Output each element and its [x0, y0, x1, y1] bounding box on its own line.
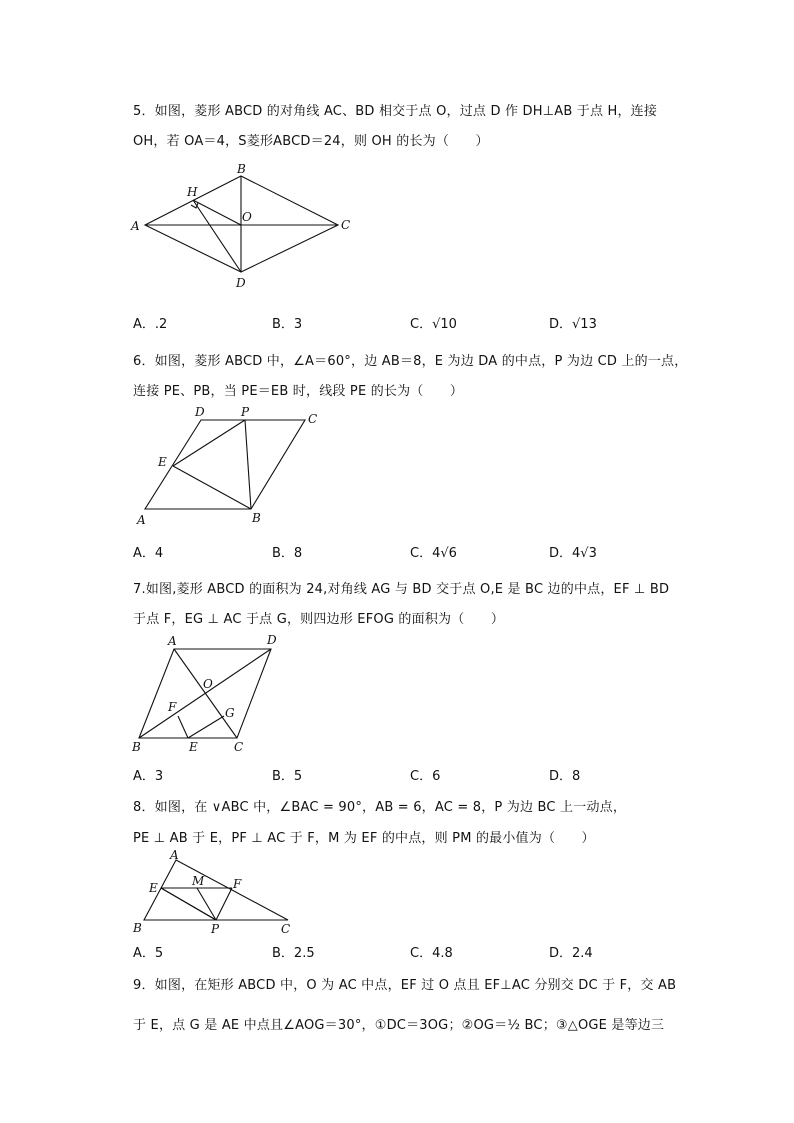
q8-line1: 8．如图，在 ∨ABC 中，∠BAC = 90°，AB = 6，AC = 8，P 为边 BC 上一动点， [133, 800, 627, 815]
q5-label-D: D [236, 276, 246, 290]
q6-label-P: P [241, 405, 250, 419]
q5-line1: 5．如图，菱形 ABCD 的对角线 AC、BD 相交于点 O，过点 D 作 DH⊥AB 于点 H，连接 [133, 104, 658, 119]
q7-label-B: B [132, 740, 141, 754]
q7-label-O: O [203, 677, 213, 691]
q6-line2: 连接 PE、PB，当 PE＝EB 时，线段 PE 的长为（ ） [133, 384, 464, 399]
q7-label-G: G [225, 706, 235, 720]
q7-option-c: C．6 [410, 769, 441, 784]
q8-figure [128, 848, 298, 938]
q8-label-A: A [170, 848, 179, 862]
q7-option-d: D．8 [549, 769, 581, 784]
q5-label-H: H [187, 185, 198, 199]
q6-option-a: A．4 [133, 546, 164, 561]
q8-label-F: F [233, 877, 242, 891]
q7-label-A: A [168, 634, 177, 648]
q7-line1: 7.如图,菱形 ABCD 的面积为 24,对角线 AG 与 BD 交于点 O,E 是 BC 边的中点，EF ⊥ BD [133, 582, 670, 597]
q7-label-F: F [168, 700, 177, 714]
q5-label-O: O [242, 210, 252, 224]
q5-figure [125, 160, 360, 295]
q6-label-E: E [158, 455, 167, 469]
q6-label-A: A [137, 513, 146, 527]
q6-option-d: D．4√3 [549, 546, 597, 561]
q5-label-B: B [237, 162, 246, 176]
q5-option-d: D．√13 [549, 317, 597, 332]
q6-figure [130, 404, 330, 529]
q7-figure [128, 632, 283, 757]
q8-line2: PE ⊥ AB 于 E，PF ⊥ AC 于 F，M 为 EF 的中点，则 PM 的最小值为（ ） [133, 831, 595, 846]
q9-line1: 9．如图，在矩形 ABCD 中，O 为 AC 中点，EF 过 O 点且 EF⊥AC 分别交 DC 于 F，交 AB [133, 978, 677, 993]
q5-label-C: C [341, 218, 351, 232]
q6-line1: 6．如图，菱形 ABCD 中，∠A＝60°，边 AB＝8，E 为边 DA 的中点，P 为边 CD 上的一点， [133, 354, 688, 369]
q7-label-E: E [189, 740, 198, 754]
q7-line2: 于点 F，EG ⊥ AC 于点 G，则四边形 EFOG 的面积为（ ） [133, 612, 505, 627]
q7-label-D: D [267, 633, 277, 647]
q8-option-c: C．4.8 [410, 946, 453, 961]
q5-option-b: B．3 [272, 317, 303, 332]
q8-option-b: B．2.5 [272, 946, 315, 961]
q8-label-P: P [211, 922, 220, 936]
q5-label-A: A [131, 219, 140, 233]
q7-option-a: A．3 [133, 769, 164, 784]
q8-label-M: M [192, 874, 205, 888]
q8-option-a: A．5 [133, 946, 164, 961]
q7-option-b: B．5 [272, 769, 303, 784]
q8-label-B: B [133, 921, 142, 935]
q6-option-b: B．8 [272, 546, 303, 561]
q5-line2: OH，若 OA＝4，S菱形ABCD＝24，则 OH 的长为（ ） [133, 134, 489, 149]
q6-label-B: B [252, 511, 261, 525]
q6-label-D: D [195, 405, 205, 419]
q6-label-C: C [308, 412, 318, 426]
q8-label-C: C [281, 922, 291, 936]
q8-option-d: D．2.4 [549, 946, 593, 961]
q6-option-c: C．4√6 [410, 546, 457, 561]
q5-option-c: C．√10 [410, 317, 457, 332]
q7-label-C: C [234, 740, 244, 754]
q9-line2: 于 E，点 G 是 AE 中点且∠AOG＝30°，①DC＝3OG；②OG＝½ BC；③△OGE 是等边三 [133, 1018, 665, 1033]
q5-option-a: A．.2 [133, 317, 168, 332]
q8-label-E: E [149, 881, 158, 895]
